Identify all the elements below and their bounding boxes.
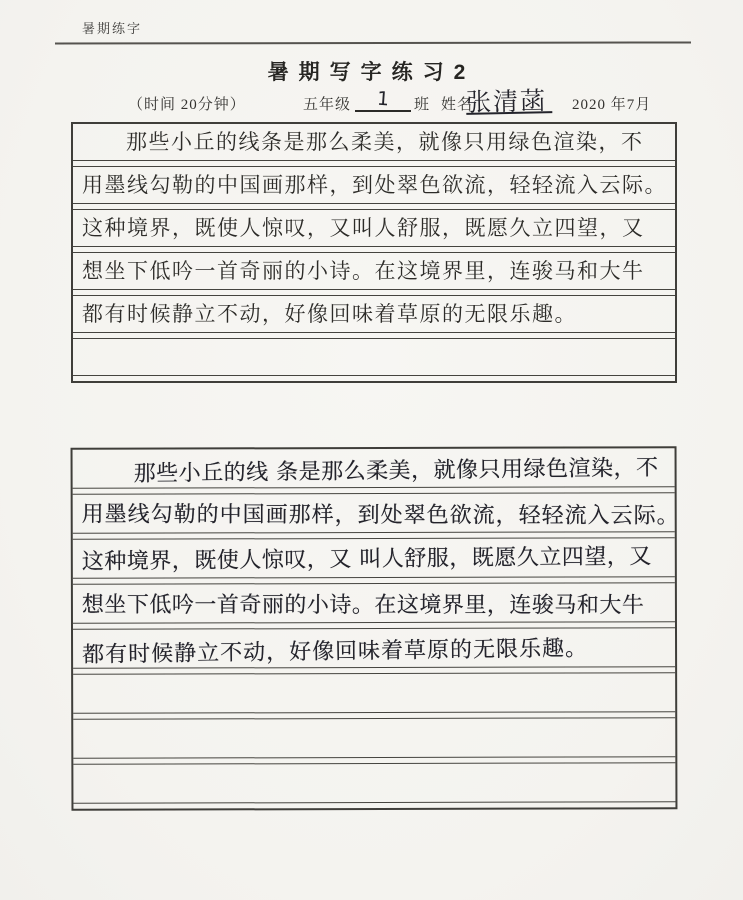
- row-divider: [73, 289, 675, 296]
- row-divider: [73, 375, 675, 381]
- header-divider-line: [55, 41, 691, 44]
- name-label: 姓名: [441, 97, 474, 113]
- printed-line: 想坐下低吟一首奇丽的小诗。在这境界里，连骏马和大牛: [82, 259, 645, 283]
- corner-label: 暑期练字: [82, 21, 143, 36]
- handwritten-line: 这种境界，既使人惊叹，又 叫人舒服，既愿久立四望，又: [81, 544, 652, 575]
- empty-line: [73, 673, 675, 713]
- empty-line: [73, 718, 675, 758]
- student-name-value: 张清菡: [466, 81, 553, 115]
- row-divider: [73, 246, 675, 253]
- class-number-field: [355, 88, 411, 112]
- printed-line: 都有时候静立不动，好像回味着草原的无限乐趣。: [82, 302, 577, 326]
- printed-line: 用墨线勾勒的中国画那样，到处翠色欲流，轻轻流入云际。: [82, 173, 667, 197]
- printed-line: 那些小丘的线条是那么柔美，就像只用绿色渲染，不: [126, 130, 644, 154]
- time-label: （时间 20分钟）: [128, 97, 246, 113]
- page-title: 暑期写字练习2: [267, 61, 476, 84]
- row-divider: [73, 203, 675, 210]
- handwritten-line: 都有时候静立不动，好像回味着草原的无限乐趣。: [81, 636, 589, 668]
- empty-line: [73, 763, 675, 803]
- printed-line: 这种境界，既使人惊叹，又叫人舒服，既愿久立四望，又: [82, 216, 645, 240]
- printed-passage-box: [71, 122, 677, 383]
- class-label: 班: [414, 97, 431, 113]
- grade-label: 五年级: [303, 97, 352, 113]
- handwritten-line: 那些小丘的线 条是那么柔美，就像只用绿色渲染，不: [133, 455, 659, 487]
- handwritten-line: 用墨线勾勒的中国画那样，到处翠色欲流，轻轻流入云际。: [81, 502, 680, 529]
- handwritten-line: 想坐下低吟一首奇丽的小诗。在这境界里，连骏马和大牛: [81, 592, 645, 619]
- class-number-value: 1: [376, 87, 390, 111]
- handwriting-passage-box: [71, 446, 678, 811]
- row-divider: [73, 160, 675, 167]
- row-divider: [73, 332, 675, 339]
- date-label: 2020 年7月: [572, 97, 652, 113]
- empty-line: [73, 339, 675, 375]
